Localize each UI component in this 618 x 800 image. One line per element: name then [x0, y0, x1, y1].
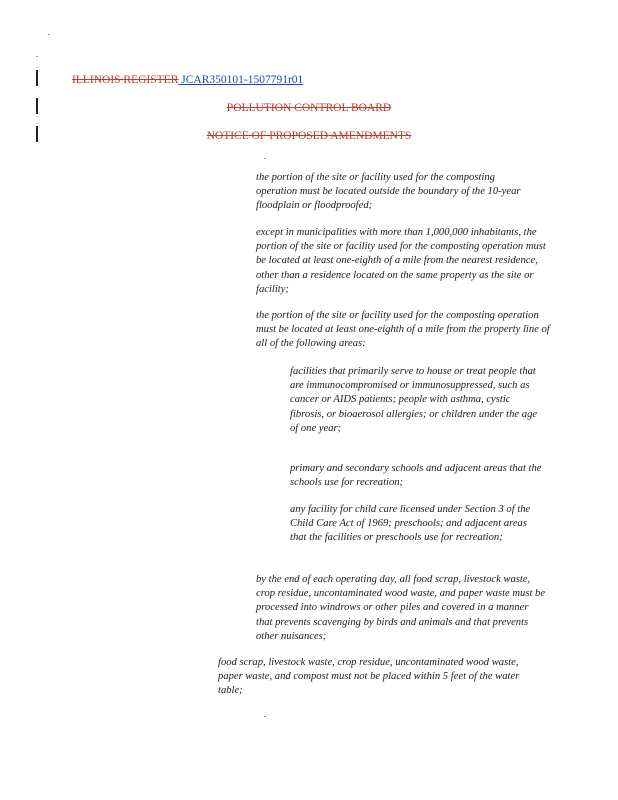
- paragraph-floodplain: the portion of the site or facility used for the composting operation must be located outside the boundary of the 10-year floodplain or floodproofed;: [256, 172, 521, 212]
- register-header: [72, 73, 303, 87]
- scan-speck: [48, 34, 50, 35]
- subparagraph-schools: primary and secondary schools and adjacent areas that the schools use for recreation;: [290, 463, 542, 489]
- register-code: JCAR350101-1507791r01: [181, 74, 304, 86]
- register-code-link[interactable]: [178, 74, 303, 86]
- change-bar: [36, 70, 38, 86]
- register-label: ILLINOIS REGISTER: [72, 74, 179, 86]
- scan-speck: [264, 158, 266, 159]
- subparagraph-child-care: any facility for child care licensed under Section 3 of the Child Care Act of 1969; preschools; and adjacent areas that the facilities or preschools use for recreation;: [290, 504, 531, 544]
- subparagraph-immunocompromised-facilities: facilities that primarily serve to house or treat people that are immunocompromised or immunosuppressed, such as cancer or AIDS patients; people with asthma, cystic fibrosis, or bioaerosol allergies; or children under the age of one year;: [290, 366, 538, 434]
- notice-title: NOTICE OF PROPOSED AMENDMENTS: [206, 130, 412, 142]
- board-title: POLLUTION CONTROL BOARD: [226, 102, 392, 114]
- paragraph-property-line-setback: the portion of the site or facility used for the composting operation must be located at least one-eighth of a mile from the property line of all of the following areas:: [256, 310, 550, 350]
- scan-speck: [36, 56, 38, 57]
- scan-speck: [264, 716, 266, 717]
- paragraph-daily-processing: by the end of each operating day, all food scrap, livestock waste, crop residue, uncontaminated wood waste, and paper waste must be processed into windrows or other piles and covered in a manner that prevents scavenging by birds and animals and that prevents other nuisances;: [256, 574, 546, 642]
- paragraph-water-table: food scrap, livestock waste, crop residue, uncontaminated wood waste, paper waste, and compost must not be placed within 5 feet of the water table;: [218, 657, 520, 697]
- paragraph-residence-setback: except in municipalities with more than 1,000,000 inhabitants, the portion of the site or facility used for the composting operation must be located at least one-eighth of a mile from the nearest residence, other than a residence located on the same property as the site or facility;: [256, 227, 546, 295]
